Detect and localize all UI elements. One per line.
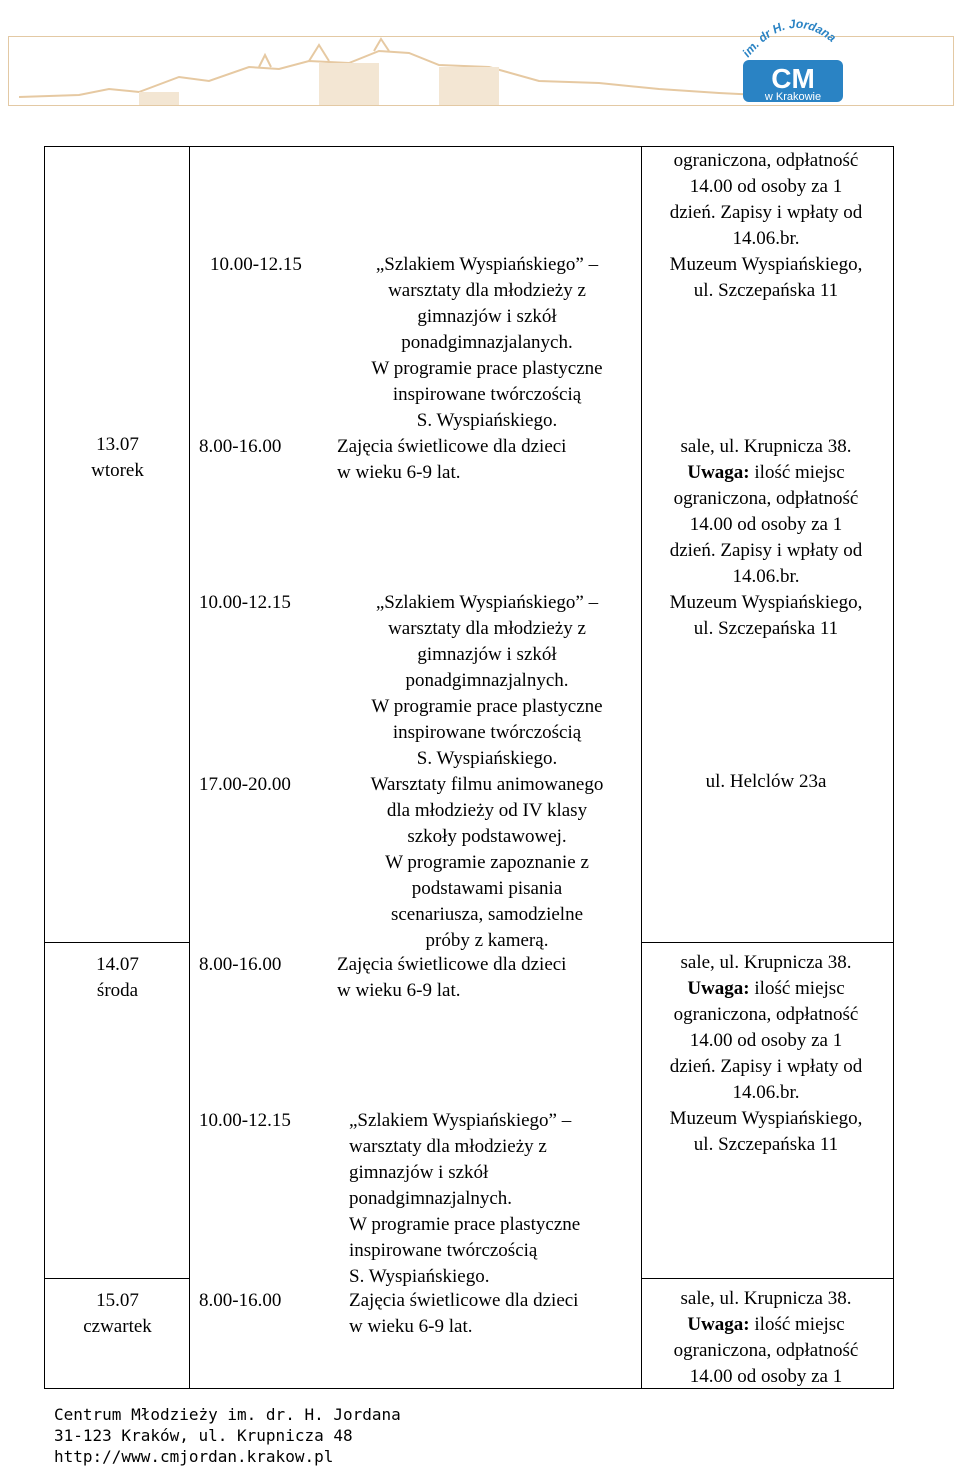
location-cell: sale, ul. Krupnicza 38. Uwaga: ilość miejsc ograniczona, odpłatność 14.00 od osoby za 1 dzień. Zapisy i wpłaty od 14.06.br. Muzeum Wyspiańskiego, ul. Szczepańska 11 (669, 952, 863, 1155)
event-description: Zajęcia świetlicowe dla dzieci w wieku 6-9 lat. (337, 436, 567, 483)
footer-address: 31-123 Kraków, ul. Krupnicza 48 (54, 1426, 353, 1445)
cm-logo (738, 10, 848, 105)
day-date: 14.07 (96, 954, 139, 975)
event-description: Zajęcia świetlicowe dla dzieci w wieku 6-9 lat. (337, 954, 567, 1001)
location-cell: sale, ul. Krupnicza 38. Uwaga: ilość miejsc ograniczona, odpłatność 14.00 od osoby za 1 (673, 1288, 859, 1387)
day-cell-1307 (45, 432, 190, 484)
day-date: 13.07 (96, 434, 139, 455)
event-description: „Szlakiem Wyspiańskiego” – warsztaty dla młodzieży z gimnazjów i szkół ponadgimnazjalnych. W programie prace plastyczne inspirowane twórczością S. Wyspiańskiego. (371, 592, 603, 769)
schedule-table (44, 146, 894, 1389)
svg-text:CM: CM (771, 63, 815, 94)
footer (54, 1404, 401, 1467)
time-slot: 10.00-12.15 (210, 254, 302, 275)
svg-text:w Krakowie: w Krakowie (764, 91, 822, 103)
day-name: środa (96, 980, 139, 1001)
event-description: Zajęcia świetlicowe dla dzieci w wieku 6-9 lat. (349, 1290, 579, 1337)
day-cell-1507 (45, 1288, 190, 1340)
day-cell-1407 (45, 952, 190, 1004)
time-slot: 10.00-12.15 (199, 592, 291, 613)
location-cell: ul. Helclów 23a (705, 771, 827, 792)
time-slot: 8.00-16.00 (199, 954, 282, 975)
day-name: czwartek (83, 1316, 152, 1337)
footer-org-name: Centrum Młodzieży im. dr. H. Jordana (54, 1405, 401, 1424)
svg-text:im. dr H. Jordana: im. dr H. Jordana (739, 16, 839, 60)
event-description: „Szlakiem Wyspiańskiego” – warsztaty dla młodzieży z gimnazjów i szkół ponadgimnazjalnych. W programie prace plastyczne inspirowane twórczością S. Wyspiańskiego. (349, 1110, 581, 1287)
time-slot: 8.00-16.00 (199, 1290, 282, 1311)
event-description: „Szlakiem Wyspiańskiego” – warsztaty dla młodzieży z gimnazjów i szkół ponadgimnazjalanych. W programie prace plastyczne inspirowane twórczością S. Wyspiańskiego. (371, 254, 603, 431)
time-slot: 10.00-12.15 (199, 1110, 291, 1131)
city-skyline-image (19, 37, 759, 105)
event-description: Warsztaty filmu animowanego dla młodzieży od IV klasy szkoły podstawowej. W programie zapoznanie z podstawami pisania scenariusza, samodzielne próby z kamerą. (370, 774, 604, 951)
day-name: wtorek (91, 460, 144, 481)
footer-url[interactable]: http://www.cmjordan.krakow.pl (54, 1447, 334, 1466)
time-slot: 17.00-20.00 (199, 774, 291, 795)
time-slot: 8.00-16.00 (199, 436, 282, 457)
location-cell: sale, ul. Krupnicza 38. Uwaga: ilość miejsc ograniczona, odpłatność 14.00 od osoby za 1 dzień. Zapisy i wpłaty od 14.06.br. Muzeum Wyspiańskiego, ul. Szczepańska 11 (669, 436, 863, 639)
location-cell: ograniczona, odpłatność 14.00 od osoby za 1 dzień. Zapisy i wpłaty od 14.06.br. Muzeum Wyspiańskiego, ul. Szczepańska 11 (669, 150, 863, 301)
day-date: 15.07 (96, 1290, 139, 1311)
